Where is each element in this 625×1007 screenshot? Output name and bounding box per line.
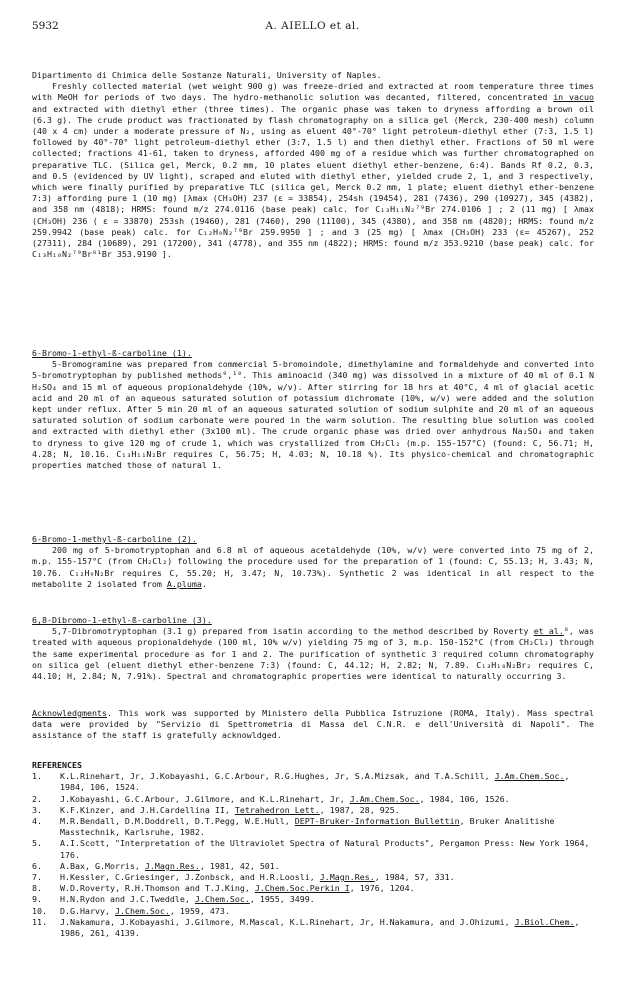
reference-number: 6.	[32, 860, 42, 871]
reference-authors: W.D.Roverty, R.H.Thomson and T.J.King,	[60, 883, 255, 894]
acknowledgments-heading: Acknowledgments	[32, 708, 107, 718]
compound-2-body	[32, 545, 594, 590]
intro-section	[32, 70, 594, 260]
reference-authors: K.F.Kinzer, and J.H.Cardellina II,	[60, 804, 235, 815]
compound-1-section	[32, 348, 594, 471]
compound-2-text-a: 200 mg of 5-bromotryptophan and 6.8 ml of aqueous acetaldehyde (10%, w/v) were converted into 75 mg of 2, m.p. 155-157°C (from CH₂Cl₂) following the procedure used for the preparation of 1 (found: C, 55.13; H, 3.43; N, 10.76. C₁₂H₉N₂Br requires C, 55.20; H, 3.47; N, 10.73%). Synthetic 2 was identical in all respect to the metabolite 2 isolated from	[32, 545, 594, 589]
reference-journal: J.Biol.Chem.	[514, 916, 575, 927]
acknowledgments-body: . This work was supported by Ministero della Pubblica Istruzione (ROMA, Italy). Mass spectral data were provided by "Servizio di Spettrometria di Massa del C.N.R. e dell'Università di Napoli". The assistance of the staff is gratefully acknowldged.	[32, 708, 594, 741]
reference-item	[32, 872, 594, 883]
reference-item	[32, 805, 594, 816]
compound-3-text-a: 5,7-Dibromotryptophan (3.1 g) prepared from isatin according to the method described by Roverty	[52, 626, 534, 637]
reference-number: 11.	[32, 916, 47, 927]
reference-number: 10.	[32, 905, 47, 916]
reference-number: 4.	[32, 816, 42, 827]
reference-number: 8.	[32, 883, 42, 894]
reference-citation: , 1981, 42, 501.	[199, 860, 280, 871]
reference-citation: , 1984, 106, 1524.	[60, 771, 570, 793]
reference-authors: M.R.Bendall, D.M.Doddrell, D.T.Pegg, W.E.Hull,	[60, 816, 295, 827]
compound-2-heading: 6-Bromo-1-methyl-ß-carboline (2).	[32, 534, 197, 544]
compound-1-heading: 6-Bromo-1-ethyl-ß-carboline (1).	[32, 348, 192, 358]
compound-3-text-b: ⁸, was treated with aqueous propionaldehyde (100 ml, 10% w/v) yielding 75 mg of 3, m.p. 150-152°C (from CH₂Cl₂) through the same experimental procedure as for 1 and 2. The purification of synthetic 3 required column chromatography on silica gel (eluent diethyl ether-benzene 7:3) (found: C, 44.12; H, 2.82; N, 7.89. C₁₃H₁₀N₂Br₂ requires C, 44.10; H, 2.84; N, 7.91%). Spectral and chromatographic properties were identical to naturally occurring 3.	[32, 626, 594, 682]
reference-authors: D.G.Harvy,	[60, 905, 115, 916]
reference-authors: A.Bax, G.Morris,	[60, 860, 145, 871]
compound-2-text-b: .	[201, 578, 207, 589]
compound-3-heading: 6,8-Dibromo-1-ethyl-ß-carboline (3).	[32, 615, 212, 625]
et-al-term: et al.	[533, 626, 564, 637]
reference-authors: A.I.Scott, "Interpretation of the Ultraviolet Spectra of Natural Products", Pergamon Press: New York 1964, 176.	[60, 838, 590, 860]
reference-item	[32, 917, 594, 939]
reference-citation: , 1976, 1204.	[349, 883, 415, 894]
reference-item	[32, 838, 594, 860]
reference-item	[32, 816, 594, 838]
reference-authors: K.L.Rinehart, Jr, J.Kobayashi, G.C.Arbour, R.G.Hughes, Jr, S.A.Mizsak, and T.A.Schill,	[60, 771, 495, 782]
reference-journal: J.Chem.Soc.Perkin I	[254, 883, 350, 894]
reference-number: 1.	[32, 771, 42, 782]
reference-list	[32, 771, 594, 939]
reference-journal: J.Chem.Soc.	[114, 905, 170, 916]
reference-citation: , 1984, 106, 1526.	[419, 793, 510, 804]
page-number: 5932	[32, 20, 59, 32]
references-section	[32, 760, 594, 939]
reference-journal: J.Am.Chem.Soc.	[494, 771, 565, 782]
reference-citation: , Bruker Analitishe Masstechnik, Karlsruhe, 1982.	[60, 816, 555, 838]
compound-1-body: 5-Bromogramine was prepared from commercial 5-bromoindole, dimethylamine and formaldehyde and converted into 5-bromotryptophan by published methods⁹,¹⁰. This aminoacid (340 mg) was dissolved in a mixture of 40 ml of 0.1 N H₂SO₄ and 15 ml of aqueous propionaldehyde (10%, w/v). After stirring for 18 hrs at 40°C, 4 ml of glacial acetic acid and 20 ml of an aqueous saturated solution of potassium dichromate (10%, w/v) were added and the solution kept under reflux. After 5 min 20 ml of an aqueous saturated solution of sodium sulphite and 20 ml of an aqueous saturated solution of sodium carbonate were poured in the warm solution. The resulting blue solution was cooled and extracted with diethyl ether (3x100 ml). The crude organic phase was dried over anhydrous Na₂SO₄ and taken to dryness to give 120 mg of crude 1, which was crystallized from CH₂Cl₂ (m.p. 155-157°C) (found: C, 56.71; H, 4.28; N, 10.16. C₁₃H₁₁N₂Br requires C, 56.75; H, 4.03; N, 10.18 %). Its physico-chemical and chromatographic properties matched those of natural 1.	[32, 359, 594, 471]
acknowledgments-paragraph	[32, 708, 594, 742]
reference-item	[32, 794, 594, 805]
reference-journal: J.Magn.Res.	[144, 860, 200, 871]
reference-journal: Tetrahedron Lett.	[234, 804, 320, 815]
reference-citation: , 1955, 3499.	[249, 894, 315, 905]
reference-number: 5.	[32, 838, 42, 849]
reference-citation: , 1984, 57, 331.	[374, 872, 455, 883]
reference-number: 2.	[32, 793, 42, 804]
extraction-text-a: Freshly collected material (wet weight 900 g) was freeze-dried and extracted at room temperature three times with MeOH for periods of two days. The hydro-methanolic solution was decanted, filtered, concentrated	[32, 81, 594, 103]
reference-number: 9.	[32, 894, 42, 905]
reference-journal: J.Am.Chem.Soc.	[349, 793, 420, 804]
reference-citation: , 1987, 28, 925.	[319, 804, 400, 815]
reference-number: 3.	[32, 804, 42, 815]
reference-item	[32, 883, 594, 894]
compound-3-body	[32, 626, 594, 682]
affiliation: Dipartimento di Chimica delle Sostanze Naturali, University of Naples.	[32, 70, 382, 80]
reference-item	[32, 771, 594, 793]
compound-3-section	[32, 615, 594, 682]
page-header	[32, 20, 593, 34]
reference-citation: , 1959, 473.	[169, 905, 230, 916]
extraction-paragraph	[32, 81, 594, 260]
reference-journal: DEPT-Bruker-Information Bullettin	[294, 816, 460, 827]
reference-item	[32, 861, 594, 872]
species-name: A.pluma	[166, 578, 202, 589]
acknowledgments-section	[32, 708, 594, 742]
references-heading: REFERENCES	[32, 760, 82, 770]
running-head: A. AIELLO et al.	[265, 20, 360, 32]
in-vacuo-term: in vacuo	[553, 92, 594, 103]
reference-citation: , 1986, 261, 4139.	[60, 916, 580, 939]
reference-item	[32, 906, 594, 917]
reference-authors: J.Nakamura, J.Kobayashi, J.Gilmore, M.Mascal, K.L.Rinehart, Jr, H.Nakamura, and J.Ohizumi,	[60, 916, 515, 927]
reference-number: 7.	[32, 872, 42, 883]
reference-journal: J.Magn.Res.	[319, 872, 375, 883]
compound-2-section	[32, 534, 594, 590]
reference-item	[32, 894, 594, 905]
extraction-text-b: and extracted with diethyl ether (three times). The organic phase was taken to dryness affording a brown oil (6.3 g). The crude product was fractionated by flash chromatography on a silica gel (Merck, 230-400 mesh) column (40 x 4 cm) under a moderate pressure of N₂, using as eluent 40°-70° light petroleum-diethyl ether (7:3, 1.5 l) followed by 40°-70° light petroleum-diethyl ether (3:7, 1.5 l) and then diethyl ether. Fractions of 50 ml were collected; fractions 41-61, taken to dryness, afforded 400 mg of a residue which was further chromatographed on preparative TLC. (Silica gel, Merck, 0.2 mm, 10 plates eluent diethyl ether-benzene, 6:4). Bands Rf 0.2, 0.3, and 0.5 (evidenced by UV light), scraped and eluted with diethyl ether, yielded crude 2, 1, and 3 respectively, which were finally purified by preparative TLC (silica gel, Merck 0.2 mm, 1 plate; eluent diethyl ether-benzene 7:3) affording pure 1 (10 mg) [λmax (CH₃OH) 237 (ε = 33854), 254sh (19454), 281 (7436), 290 (10927), 345 (4382), and 358 nm (4818); HRMS: found m/z 274.0116 (base peak) calc. for C₁₃H₁₁N₂⁷⁹Br 274.0106 ] ; 2 (11 mg) [ λmax (CH₃OH) 236 ( ε = 33870) 253sh (19460), 281 (7460), 290 (11100), 345 (4380), and 358 nm (4820); HRMS: found m/z 259.9942 (base peak) calc. for C₁₂H₉N₂⁷⁹Br 259.9950 ] ; and 3 (25 mg) [ λmax (CH₃OH) 233 (ε= 45267), 252 (27311), 284 (10689), 291 (17200), 341 (4778), and 355 nm (4822); HRMS: found m/z 353.9210 (base peak) calc. for C₁₃H₁₀N₂⁷⁹Br⁸¹Br 353.9190 ].	[32, 103, 594, 260]
reference-authors: J.Kobayashi, G.C.Arbour, J.Gilmore, and K.L.Rinehart, Jr,	[60, 793, 350, 804]
reference-authors: H.N.Rydon and J.C.Tweddle,	[60, 894, 195, 905]
reference-authors: H.Kessler, C.Griesinger, J.Zonbsck, and H.R.Loosli,	[60, 872, 320, 883]
reference-journal: J.Chem.Soc.	[194, 894, 250, 905]
